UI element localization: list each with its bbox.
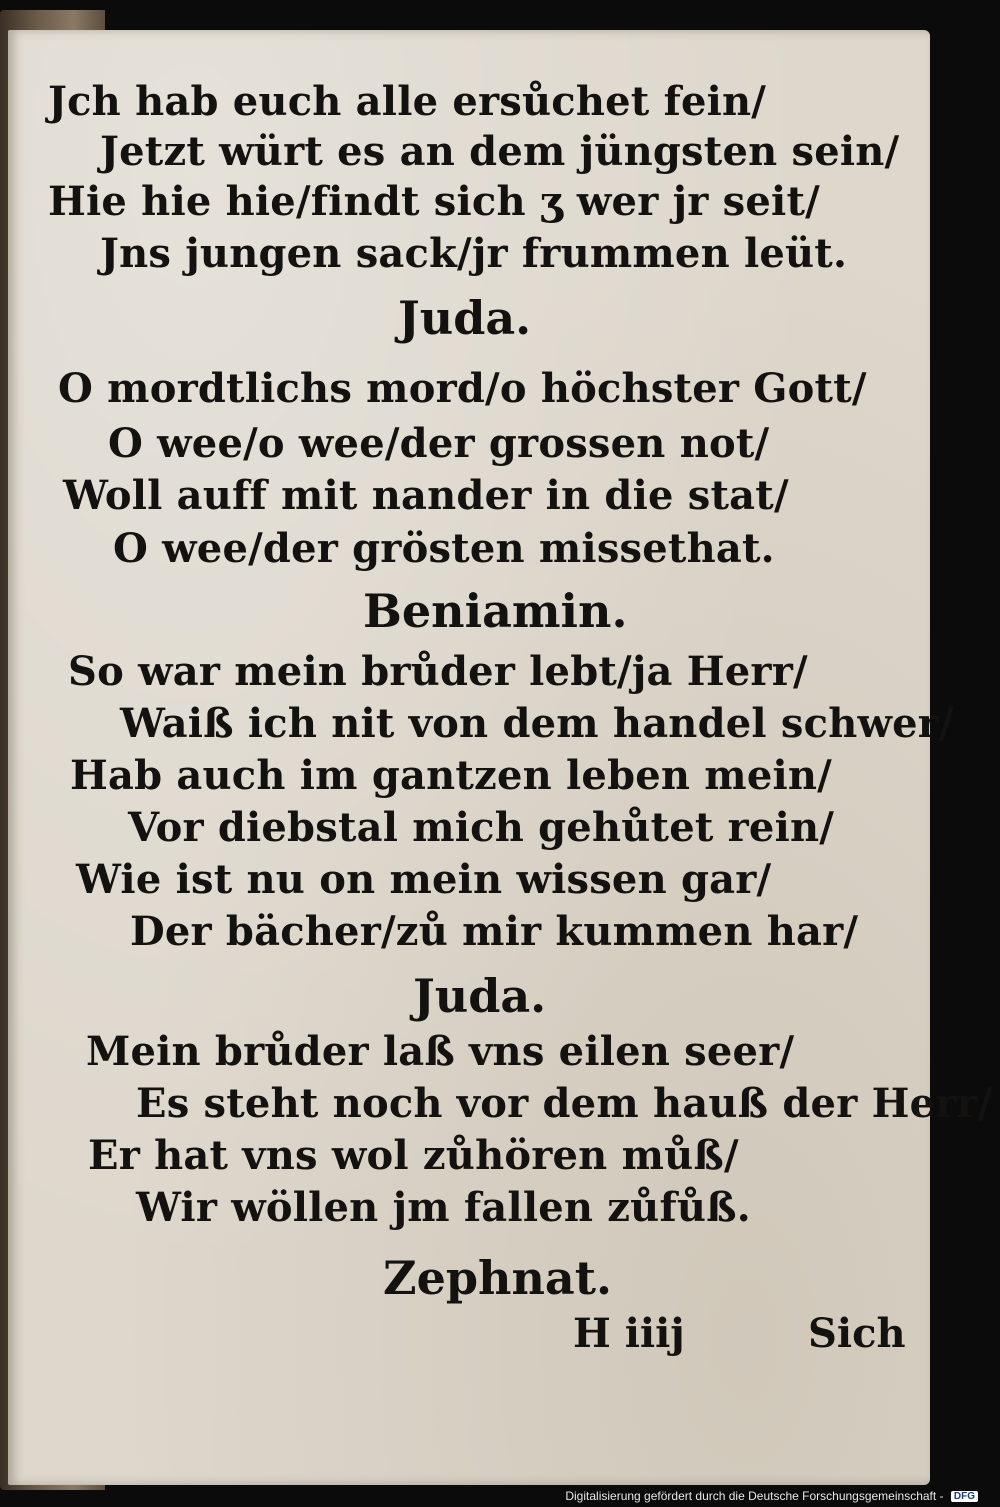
digitization-credit [565,1489,978,1503]
verse-line: Hab auch im gantzen leben mein/ [70,752,832,799]
verse-line: Woll auff mit nander in die stat/ [63,472,789,519]
verse-line: Waiß ich nit von dem handel schwer/ [120,700,954,747]
verse-line: Vor diebstal mich gehůtet rein/ [128,804,835,851]
credit-text: Digitalisierung gefördert durch die Deutsche Forschungsgemeinschaft - [565,1489,944,1503]
verse-line: O mordtlichs mord/o höchster Gott/ [58,365,867,412]
verse-line: O wee/der grösten missethat. [113,525,775,572]
verse-line: Hie hie hie/findt sich ʒ wer jr seit/ [48,178,820,225]
verse-line: Er hat vns wol zůhören můß/ [88,1132,739,1179]
verse-line: Der bächer/zů mir kummen har/ [130,908,859,955]
verse-line: Wie ist nu on mein wissen gar/ [76,856,772,903]
verse-line: Jetzt würt es an dem jüngsten sein/ [100,128,900,175]
book-page [8,30,993,1485]
verse-line: So war mein brůder lebt/ja Herr/ [68,648,808,695]
verse-line: Jns jungen sack/jr frummen leüt. [100,230,848,277]
speaker-name: Beniamin. [363,584,628,638]
speaker-name: Juda. [413,969,547,1023]
speaker-name: Juda. [398,291,532,345]
speaker-name: Zephnat. [383,1251,612,1305]
catchword: Sich [808,1310,906,1357]
verse-line: Jch hab euch alle ersůchet fein/ [48,78,767,125]
dfg-logo: DFG [951,1491,978,1502]
verse-line: Mein brůder laß vns eilen seer/ [86,1028,795,1075]
verse-line: O wee/o wee/der grossen not/ [108,420,770,467]
verse-line: Es steht noch vor dem hauß der Herr/ [136,1080,993,1127]
signature-mark: H iiij [573,1310,685,1357]
page-text [8,30,993,1485]
verse-line: Wir wöllen jm fallen zůfůß. [136,1184,751,1231]
